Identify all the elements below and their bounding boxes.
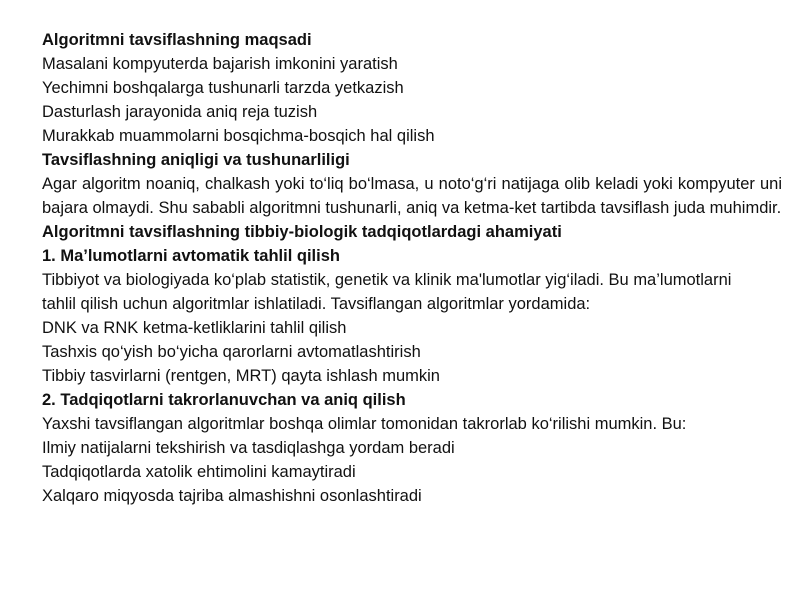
purpose-item: Yechimni boshqalarga tushunarli tarzda yetkazish (42, 79, 404, 97)
section2-item: Tadqiqotlarda xatolik ehtimolini kamaytiradi (42, 463, 356, 481)
purpose-item: Murakkab muammolarni bosqichma-bosqich hal qilish (42, 127, 435, 145)
section1-item: Tibbiy tasvirlarni (rentgen, MRT) qayta ishlash mumkin (42, 367, 440, 385)
heading-purpose: Algoritmni tavsiflashning maqsadi (42, 31, 312, 49)
purpose-item: Masalani kompyuterda bajarish imkonini yaratish (42, 55, 398, 73)
section1-title: 1. Ma’lumotlarni avtomatik tahlil qilish (42, 247, 340, 265)
section1-paragraph: Tibbiyot va biologiyada ko‘plab statistik, genetik va klinik ma'lumotlar yig‘iladi. Bu ma’lumotlarni tahlil qilish uchun algoritmlar ishlatiladi. Tavsiflangan algoritmlar yordamida: (42, 271, 732, 313)
heading-clarity: Tavsiflashning aniqligi va tushunarliligi (42, 151, 350, 169)
section2-intro: Yaxshi tavsiflangan algoritmlar boshqa olimlar tomonidan takrorlab ko‘rilishi mumkin. Bu: (42, 415, 687, 433)
heading-importance: Algoritmni tavsiflashning tibbiy-biologik tadqiqotlardagi ahamiyati (42, 223, 562, 241)
section1-item: DNK va RNK ketma-ketliklarini tahlil qilish (42, 319, 347, 337)
section2-item: Ilmiy natijalarni tekshirish va tasdiqlashga yordam beradi (42, 439, 455, 457)
purpose-item: Dasturlash jarayonida aniq reja tuzish (42, 103, 318, 121)
section1-item: Tashxis qo‘yish bo‘yicha qarorlarni avtomatlashtirish (42, 343, 421, 361)
section2-title: 2. Tadqiqotlarni takrorlanuvchan va aniq qilish (42, 391, 406, 409)
document-body (42, 28, 782, 508)
section2-item: Xalqaro miqyosda tajriba almashishni osonlashtiradi (42, 487, 422, 505)
clarity-paragraph: Agar algoritm noaniq, chalkash yoki to‘liq bo‘lmasa, u noto‘g‘ri natijaga olib keladi yoki kompyuter uni bajara olmaydi. Shu sababli algoritmni tushunarli, aniq va ketma-ket tartibda tavsiflash juda muhimdir. (42, 175, 782, 217)
